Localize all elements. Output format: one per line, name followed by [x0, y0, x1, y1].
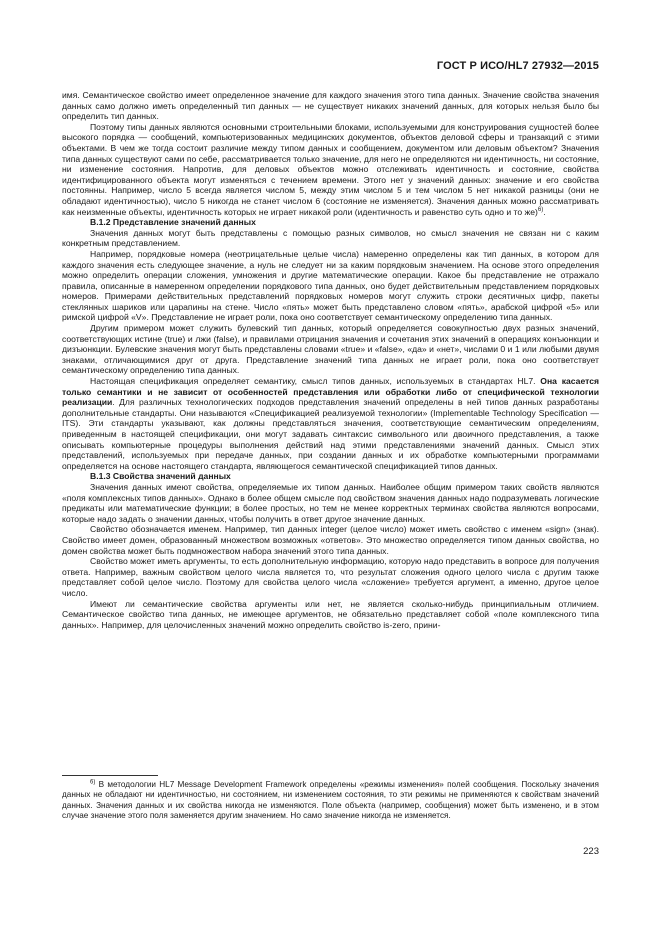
paragraph: [62, 376, 599, 471]
footnote: [62, 780, 599, 822]
paragraph: Значения данных имеют свойства, определяемые их типом данных. Наиболее общим примером таких свойств являются «поля комплексных типов данных». Однако в более общем смысле под свойством значения данных надо подразумевать логические предикаты или математические функции; в более простых, но тем не менее корректных терминах свойства являются вопросами, которые надо задать о значении данных, чтобы получить в ответ другое значение данных.: [62, 481, 599, 524]
page-number: 223: [583, 846, 599, 857]
paragraph: Другим примером может служить булевский тип данных, который определяется совокупностью двух разных значений, соответствующих истине (true) и лжи (false), и правилами отрицания значения и сочетания этих значений в операциях конъюнкции и дизъюнкции. Булевские значения могут быть представлены словами «true» и «false», «да» и «нет», числами 0 и 1 или любыми двумя знаками, отличающимися друг от друга. Представление значений типа данных не играет роли, пока оно соответствует семантическому определению типа данных.: [62, 323, 599, 376]
paragraph-text: . Для различных технологических подходов представления значений определены в ней типов данных разработаны дополнительные стандарты. Они называются «Спецификацией реализуемой технологии» (Implementable Technology Specification — ITS). Эти стандарты указывают, как должны представляться значения, соответствующие семантическим определениям, приведенным в настоящей спецификации, они могут задавать синтаксис символьного или двоичного представления, а также описывать компьютерные процедуры выполнения действий над этими представлениями значений данных. Смысл этих представлений, используемых при передаче данных, при создании данных и их обработке компьютерными программами определяется на основе настоящего стандарта, являющегося семантической спецификацией типов данных.: [62, 397, 599, 471]
footnote-marker: 6): [90, 779, 96, 786]
main-text: [62, 90, 599, 630]
paragraph: имя. Семантическое свойство имеет определенное значение для каждого значения этого типа данных. Значение свойства значения данных само должно иметь определенный тип данных — не существует никаких значений данных, для которых нельзя было бы определить тип данных.: [62, 90, 599, 122]
emphasis-text: Она касается только семантики и не зависит от особенностей представления или обработки либо от специфической технологии реализации: [62, 376, 599, 408]
section-heading: B.1.3 Свойства значений данных: [90, 471, 231, 482]
paragraph: Имеют ли семантические свойства аргументы или нет, не является сколько-нибудь принципиальным отличием. Семантическое свойство типа данных, не имеющее аргументов, не обязательно представляет собой «поле комплексного типа данных». Например, для целочисленных значений можно определить свойство is-zero, прини-: [62, 598, 599, 630]
footnote-text: [62, 780, 599, 822]
paragraph: Например, порядковые номера (неотрицательные целые числа) намеренно определены как тип данных, в котором для каждого значения есть следующее значение, а нуль не следует ни за каким порядковым значением. На основе этого определения можно определить операции сложения, умножения и другие математические операции. Какое бы представление не отражало правила, описанные в намеренном определении порядкового типа данных, оно будет действительным представлением порядковых номеров. Примерами действительных представлений порядковых номеров могут служить строки десятичных цифр, пакеты стеклянных шариков или царапины на стене. Число «пять» может быть представлено словом «пять», арабской цифрой «5» или римской цифрой «V». Представление не играет роли, пока оно соответствует семантическому определению типа данных.: [62, 248, 599, 323]
section-heading: B.1.2 Представление значений данных: [90, 217, 256, 228]
footnote-body: В методологии HL7 Message Development Framework определены «режимы изменения» полей сообщения. Поскольку значения данных не обладают ни идентичностью, ни состоянием, ни изменением состояния, то эти режимы не применяются к свойствам значений данных. Значения данных и их свойства никогда не изменяются. Поле объекта (например, сообщения) может быть изменено, и в этом случае значение этого поля заменяется другим значением. Но само значение никогда не изменяется.: [62, 780, 599, 821]
paragraph-text: .: [543, 206, 546, 217]
paragraph: Свойство может иметь аргументы, то есть дополнительную информацию, которую надо представить в вопросе для получения ответа. Например, важным свойством целого числа является то, что результат сложения одного целого числа с другим также представляет собой целое число. Поэтому для свойства целого числа «сложение» требуется аргумент, а именно, другое целое число.: [62, 556, 599, 598]
paragraph: Значения данных могут быть представлены с помощью разных символов, но смысл значения не связан ни с каким конкретным представлением.: [62, 227, 599, 249]
paragraph: [62, 122, 599, 217]
footnote-reference: 6): [537, 206, 544, 213]
paragraph: Свойство обозначается именем. Например, тип данных integer (целое число) может иметь свойство с именем «sign» (знак). Свойство имеет домен, образованный множеством возможных «ответов». Это множество определяется типом данных свойства, но домен свойства может быть подмножеством набора значений этого типа данных.: [62, 524, 599, 556]
paragraph-text: Настоящая спецификация определяет семантику, смысл типов данных, используемых в стандартах HL7.: [90, 376, 541, 387]
document-header: ГОСТ Р ИСО/HL7 27932—2015: [436, 60, 599, 72]
paragraph-text: Поэтому типы данных являются основными строительными блоками, используемыми для конструирования сущностей более высокого порядка — сообщений, компьютеризованных медицинских документов, объектов деловой сферы и транзакций с этими объектами. В чем же тогда состоит различие между типом данных и сообщением, документом или деловым объектом? Значения типа данных существуют сами по себе, рассматривается только значение, для него не определяются ни идентичность, ни состояние, ни изменение состояния. Напротив, для деловых объектов можно отслеживать идентичность и состояние, свойства идентифицированного объекта могут изменяться с течением времени. Этого нет у значений данных: значение и его свойства постоянны. Например, число 5 всегда является числом 5, между этим числом 5 и тем числом 5 нет никакой разницы (они не обладают идентичностью), число 5 никогда не станет числом 6 (состояние не изменяется). Значения данных можно рассматривать как неизменные объекты, идентичность которых не играет никакой роли (идентичность и равенство суть одно и то же): [62, 121, 599, 217]
footnote-divider: [62, 775, 158, 776]
